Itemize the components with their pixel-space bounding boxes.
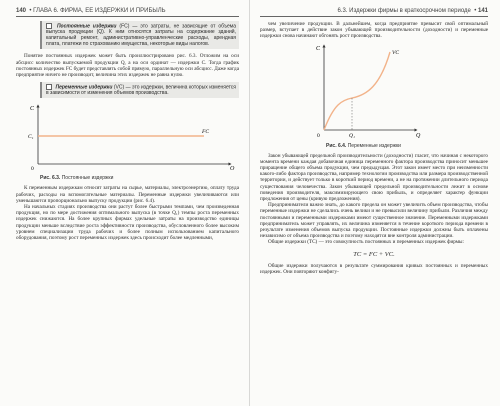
figure-6-3 [16, 102, 239, 181]
q1-label: Q₁ [349, 132, 355, 138]
paragraph: Закон убывающей предельной производительности (доходности) гласит, что начиная с некоторого момента времени каждая добавочная единица переменного фактора производства приносит меньшее приращение общего объема продукции, чем предыдущая. Этот закон имеет место при неизменности какого-либо фактора производства, например технологии производства или размера производственной территории, и действует только в короткий период времени, а не на протяжении длительного периода существования человечества. Закон убывающей предельной производительности лежит в основе поведения производителя, максимизирующего свою прибыль, и определяет характер функции предложения от цены (кривую предложения). [260, 152, 488, 203]
y-axis-label: C [30, 106, 35, 113]
figure-caption-text: Переменные издержки [347, 142, 401, 149]
paragraph: Общие издержки (TC) — это совокупность постоянных и переменных издержек фирмы: [268, 239, 464, 246]
fixed-costs-chart [16, 102, 240, 170]
paragraph: Предприниматели важно знать, до какого предела он может увеличить объем производства, чтобы переменные издержки не сделались очень велики и не превысили величину прибыли. Различия между постоянными и переменными издержками имеют существенное значение. Переменными издержками предприниматель может управлять, их величина изменяется в течение короткого периода времени в результате изменения объемов выпуска продукции. Постоянные издержки должны быть оплачены независимо от объема производства и поэтому находятся вне контроля администрации. [260, 202, 488, 240]
formula-total-costs: TC = FC + VC. [353, 250, 395, 258]
figure-number: Рис. 6.3. [40, 175, 61, 182]
paragraph: Понятие постоянных издержек может быть проиллюстрировано рис. 6.3. Отложим на оси абсцисс количество выпускаемой продукции Q, а на оси ординат — издержки С. Тогда график постоянных издержек FC будет представлять собой прямую, параллельную оси абсцисс. Даже когда предприятие ничего не производит, величина этих издержек не равна нулю. [16, 53, 239, 78]
figure-caption-text: Постоянные издержки [61, 175, 114, 182]
running-head-right: 6.3. Издержки фирмы в краткосрочном периоде • 141 [260, 6, 488, 17]
definition-term: Постоянные издержки [56, 23, 117, 30]
fc-label: FC [202, 129, 210, 136]
page-number: 140 [16, 8, 27, 14]
page-number: 141 [477, 8, 488, 14]
right-page [250, 0, 500, 406]
figure-caption [40, 175, 239, 181]
paragraph: Общие издержки получаются в результате суммирования кривых постоянных и переменных издержек. Они повторяют конфигу- [260, 262, 488, 275]
definition-marker-icon [46, 84, 52, 90]
paragraph: чем увеличение продукции. В дальнейшем, когда предприятие превысит свой оптимальный размер, вступает в действие закон убывающей производительности (доходности) и переменные издержки снова начинают обгонять рост производства. [260, 21, 488, 40]
y-axis-label: C [316, 45, 321, 52]
definition-text: (VC) — это издержки, величина которых изменяется в зависимости от изменения объемов производства. [46, 84, 237, 97]
definition-text: (FC) — это затраты, не зависящие от объема выпуска продукции (Q). К ним относятся затраты на содержание зданий, капитальный ремонт, административно-управленческие расходы, арендная плата, платежи по страхованию имущества, некоторые виды налогов. [46, 23, 236, 48]
variable-costs-chart [312, 42, 442, 138]
figure-6-4 [312, 42, 488, 149]
vc-label: VC [392, 49, 400, 56]
figure-caption [326, 143, 488, 149]
level-label: C₁ [28, 134, 34, 141]
x-axis-label: Q [416, 132, 421, 138]
definition-box-fixed-costs [40, 21, 239, 49]
figure-number: Рис. 6.4. [326, 142, 347, 149]
origin-label: 0 [31, 166, 34, 171]
paragraph: На начальных стадиях производства они растут более быстрыми темпами, чем произведенная продукция, но по мере достижения оптимального выпуска (в точке Q₁) темпы роста переменных издержек снижаются. На более крупных фирмах удельные затраты на производство единицы продукции меньше вследствие роста эффективности производства, обусловленного более высоким уровнем специализации труда рабочих и более полным использованием капитального оборудования, поэтому рост переменных издержек здесь происходит более медленными, [16, 204, 239, 242]
definition-box-variable-costs [40, 82, 239, 98]
definition-term: Переменные издержки [55, 84, 113, 91]
vc-curve [324, 52, 390, 130]
paragraph: К переменным издержкам относят затраты на сырье, материалы, электроэнергию, оплату труда рабочих, расходы на вспомогательные материалы. Переменные издержки увеличиваются или уменьшаются пропорционально выпуску продукции (рис. 6.4). [16, 185, 239, 204]
section-title: 6.3. Издержки фирмы в краткосрочном периоде [337, 8, 471, 14]
x-axis-label: Q [230, 166, 235, 171]
running-head-left: 140 • ГЛАВА 6. ФИРМА, ЕЕ ИЗДЕРЖКИ И ПРИБЫЛЬ [16, 6, 239, 17]
chapter-title: ГЛАВА 6. ФИРМА, ЕЕ ИЗДЕРЖКИ И ПРИБЫЛЬ [33, 8, 166, 14]
origin-label: 0 [317, 132, 320, 138]
